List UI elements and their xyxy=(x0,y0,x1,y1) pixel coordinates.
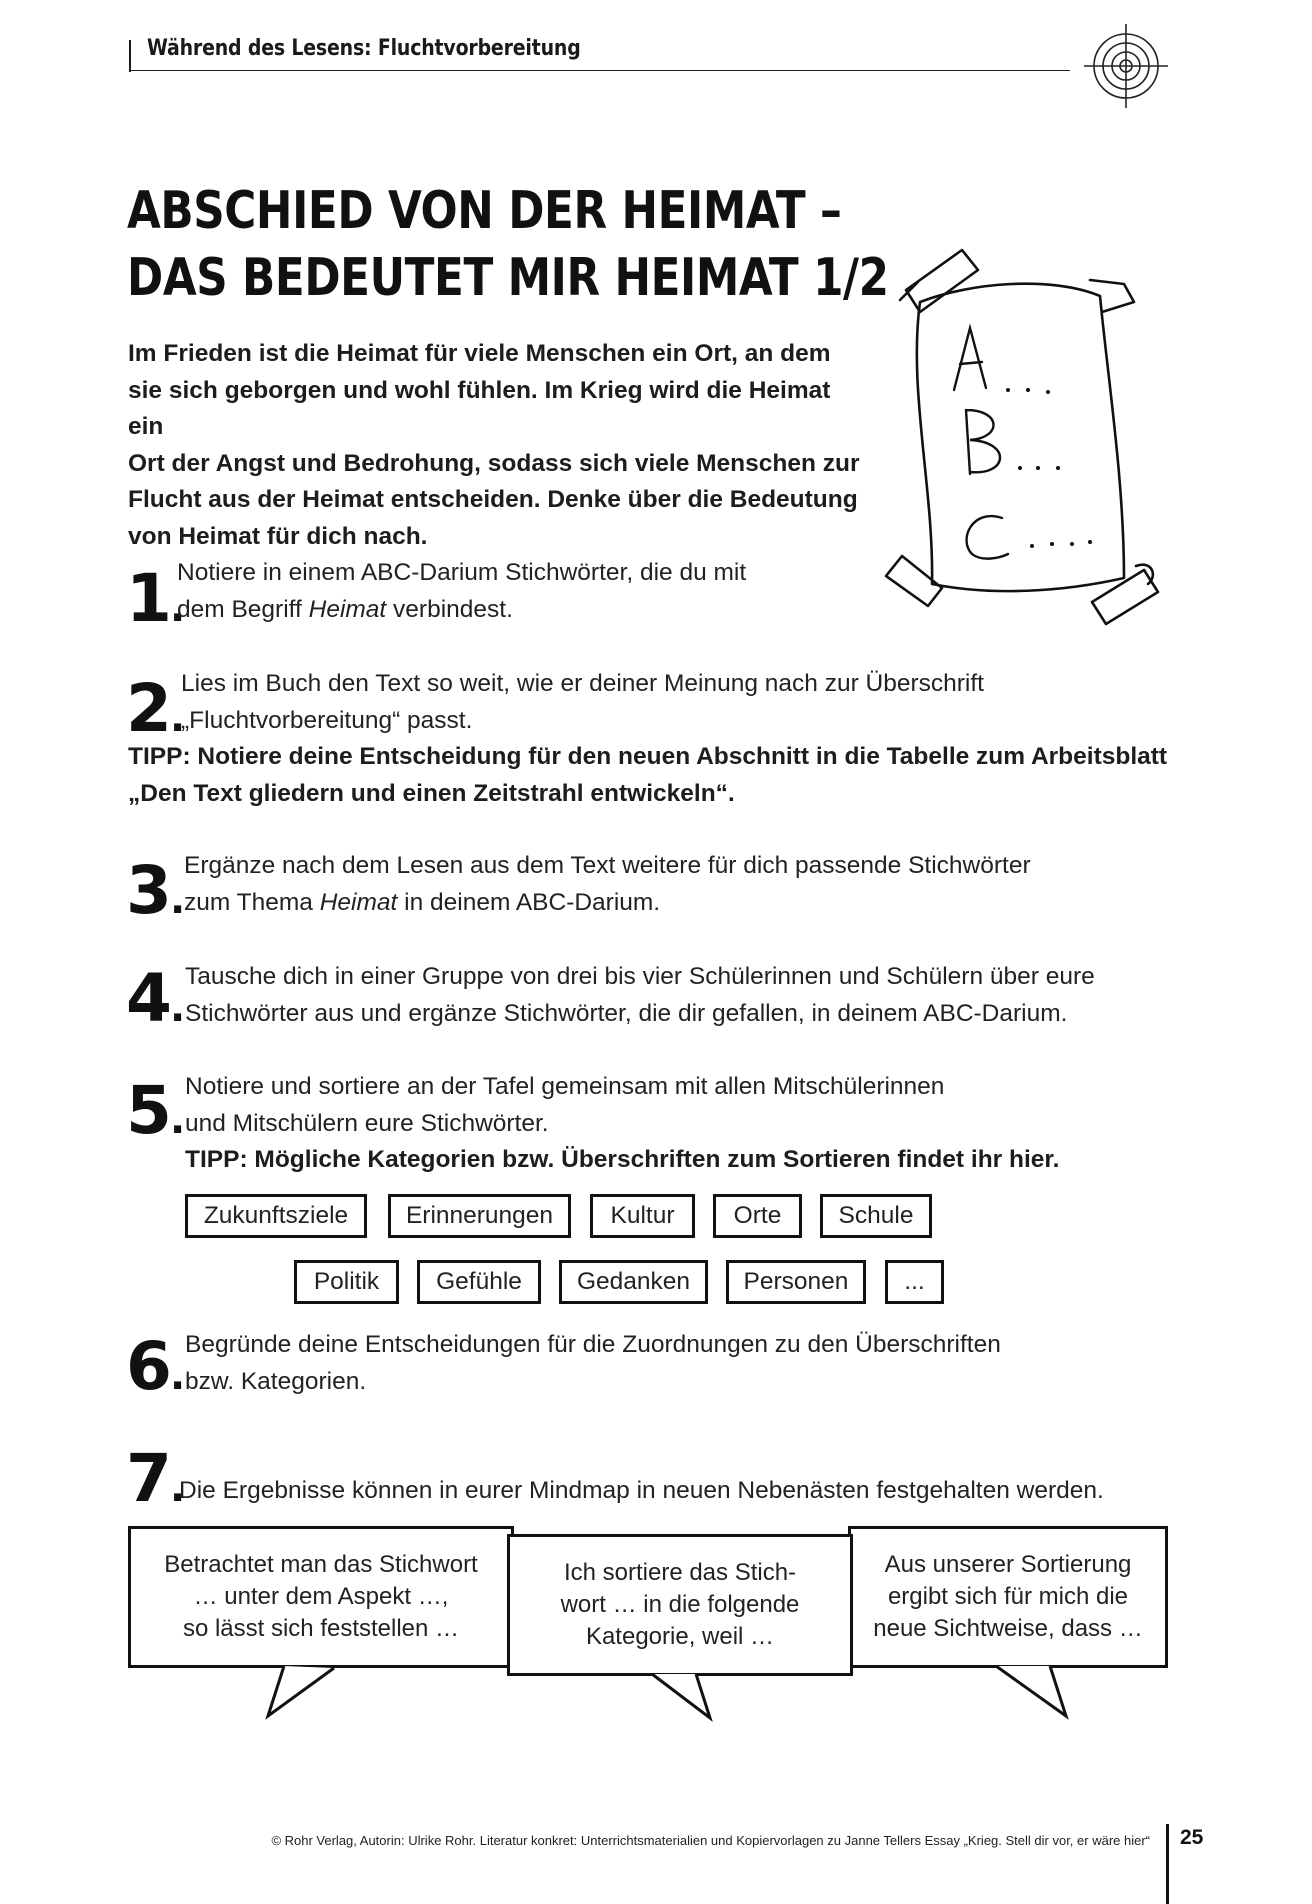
abc-paper-sketch xyxy=(862,240,1192,660)
speech-bubble-1: Betrachtet man das Stichwort … unter dem Aspekt …, so lässt sich feststellen … xyxy=(128,1526,514,1668)
task-3-text: Ergänze nach dem Lesen aus dem Text weitere für dich passende Stichwörter zum Thema Heimat in deinem ABC-Darium. xyxy=(184,852,1031,916)
page-title xyxy=(127,178,889,312)
letter-b-mark xyxy=(966,410,1000,474)
task-2-tipp: TIPP: Notiere deine Entscheidung für den neuen Abschnitt in die Tabelle zum Arbeitsblatt „Den Text gliedern und einen Zeitstrahl entwickeln“. xyxy=(128,743,1168,807)
task-number-2: 2. xyxy=(126,670,184,747)
task-number-5: 5. xyxy=(126,1072,184,1149)
category-more: ... xyxy=(885,1260,944,1304)
intro-line: von Heimat für dich nach. xyxy=(128,522,428,550)
category-gefuehle: Gefühle xyxy=(417,1260,541,1304)
footer-credit: © Rohr Verlag, Autorin: Ulrike Rohr. Literatur konkret: Unterrichtsmaterialien und Kopiervorlagen zu Janne Tellers Essay „Krieg. Stell dir vor, er wäre hier“ xyxy=(271,1833,1150,1848)
speech-bubble-2: Ich sortiere das Stich- wort … in die folgende Kategorie, weil … xyxy=(507,1534,853,1676)
header-rule xyxy=(130,70,1070,71)
task-2-text: Lies im Buch den Text so weit, wie er deiner Meinung nach zur Überschrift „Fluchtvorbereitung“ passt. xyxy=(181,670,984,734)
page-number: 25 xyxy=(1180,1826,1204,1849)
task-number-4: 4. xyxy=(126,960,184,1037)
intro-line: Flucht aus der Heimat entscheiden. Denke über die Bedeutung xyxy=(128,486,858,513)
task-5-tipp: TIPP: Mögliche Kategorien bzw. Überschriften zum Sortieren findet ihr hier. xyxy=(185,1146,1060,1173)
category-erinnerungen: Erinnerungen xyxy=(388,1194,571,1238)
letter-c-mark xyxy=(967,516,1008,559)
intro-text xyxy=(128,336,868,555)
category-politik: Politik xyxy=(294,1260,399,1304)
category-kultur: Kultur xyxy=(590,1194,695,1238)
footer-divider xyxy=(1166,1824,1169,1904)
header-tick xyxy=(129,40,131,72)
title-line-2: DAS BEDEUTET MIR HEIMAT 1/2 xyxy=(127,248,889,308)
task-1-text: Notiere in einem ABC-Darium Stichwörter, die du mit dem Begriff Heimat verbindest. xyxy=(177,559,747,623)
category-zukunftsziele: Zukunftsziele xyxy=(185,1194,367,1238)
intro-line: Ort der Angst und Bedrohung, sodass sich viele Menschen zur xyxy=(128,449,860,477)
task-4-text: Tausche dich in einer Gruppe von drei bis vier Schülerinnen und Schülern über eure Stichwörter aus und ergänze Stichwörter, die dir gefallen, in deinem ABC-Darium. xyxy=(185,963,1095,1027)
task-7-text: Die Ergebnisse können in eurer Mindmap in neuen Nebenästen festgehalten werden. xyxy=(179,1477,1104,1504)
title-line-1: ABSCHIED VON DER HEIMAT – xyxy=(127,181,842,241)
category-schule: Schule xyxy=(820,1194,932,1238)
section-header: Während des Lesens: Fluchtvorbereitung xyxy=(147,36,581,61)
task-number-1: 1. xyxy=(126,560,184,637)
category-orte: Orte xyxy=(713,1194,802,1238)
task-6-text: Begründe deine Entscheidungen für die Zuordnungen zu den Überschriften bzw. Kategorien. xyxy=(185,1331,1001,1395)
category-gedanken: Gedanken xyxy=(559,1260,708,1304)
category-personen: Personen xyxy=(726,1260,866,1304)
speech-bubble-3: Aus unserer Sortierung ergibt sich für mich die neue Sichtweise, dass … xyxy=(848,1526,1168,1668)
task-5-text: Notiere und sortiere an der Tafel gemeinsam mit allen Mitschülerinnen und Mitschülern eure Stichwörter. xyxy=(185,1073,945,1137)
task-number-7: 7. xyxy=(126,1440,184,1517)
task-number-6: 6. xyxy=(126,1328,184,1405)
letter-a-mark xyxy=(954,328,986,390)
intro-line: sie sich geborgen und wohl fühlen. Im Krieg wird die Heimat ein xyxy=(128,376,831,440)
task-number-3: 3. xyxy=(126,852,184,929)
intro-line: Im Frieden ist die Heimat für viele Menschen ein Ort, an dem xyxy=(128,340,831,367)
target-icon xyxy=(1082,22,1170,110)
